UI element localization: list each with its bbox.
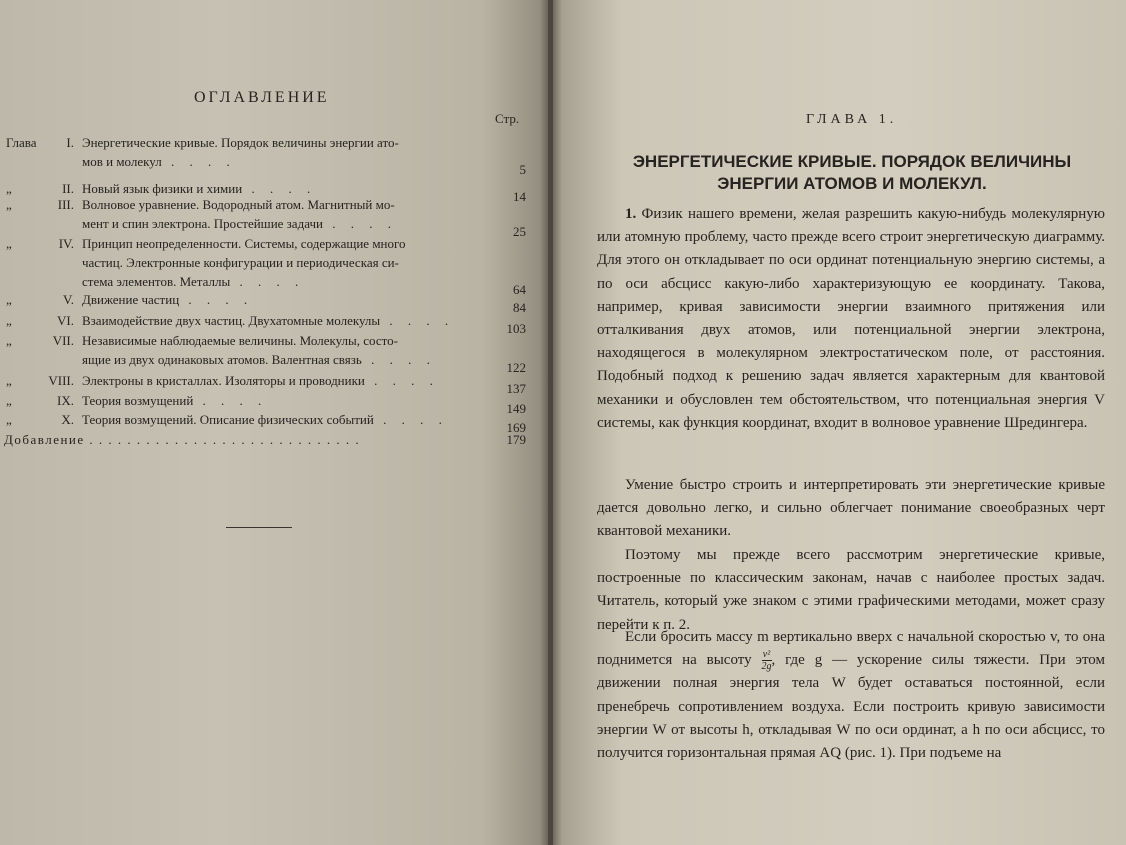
- height-fraction: [762, 649, 772, 672]
- toc-entry-line: стема элементов. Металлы: [82, 274, 231, 289]
- toc-entry-text: [82, 410, 484, 429]
- toc-addendum-label: Добавление: [4, 432, 85, 447]
- toc-entry-numeral: X.: [61, 412, 74, 427]
- paragraph-1: [597, 203, 1105, 435]
- toc-entry-line: Принцип неопределенности. Системы, содержащие много: [82, 236, 406, 251]
- toc-entry-line: Теория возмущений. Описание физических событий: [82, 412, 374, 427]
- toc-entry-text: [82, 290, 484, 309]
- toc-entry-line: Взаимодействие двух частиц. Двухатомные молекулы: [82, 313, 381, 328]
- toc-entry-page: 25: [513, 224, 526, 239]
- toc-entry-prefix: „: [6, 292, 12, 307]
- toc-entry-leader: . . . .: [242, 181, 317, 196]
- toc-entry-numeral: VIII.: [48, 373, 74, 388]
- toc-entry-prefix: „: [6, 313, 12, 328]
- toc-entry-numeral: I.: [66, 135, 74, 150]
- toc-entry-line: Энергетические кривые. Порядок величины энергии ато-: [82, 135, 399, 150]
- toc-entry-numeral: IX.: [57, 393, 74, 408]
- paragraph-2: Умение быстро строить и интерпретировать эти энергетические кривые дается довольно легко, и сильно облегчает понимание своеобразных черт квантовой механики.: [597, 477, 1105, 540]
- toc-entry-text: [82, 195, 484, 214]
- toc-entry-numeral: VII.: [52, 333, 74, 348]
- toc-entry-page: 84: [513, 300, 526, 315]
- paragraph-4: [597, 626, 1105, 765]
- chapter-heading-line-1: ЭНЕРГЕТИЧЕСКИЕ КРИВЫЕ. ПОРЯДОК ВЕЛИЧИНЫ: [632, 152, 1072, 171]
- fraction-denominator: 2g: [761, 661, 772, 673]
- toc-entry-prefix: Глава: [6, 135, 37, 150]
- toc-entry-line: Теория возмущений: [82, 393, 194, 408]
- toc-entry-line: частиц. Электронные конфигурации и периодическая си-: [82, 255, 399, 270]
- toc-entry-leader: . . . .: [193, 393, 268, 408]
- toc-entry-page: 5: [519, 162, 526, 177]
- toc-entry-page: 103: [506, 321, 526, 336]
- toc-entry-text: [82, 272, 484, 291]
- chapter-heading: [596, 151, 1108, 195]
- toc-entry-page: 122: [506, 360, 526, 375]
- toc-entry-prefix: „: [6, 333, 12, 348]
- toc-entry-line: мов и молекул: [82, 154, 162, 169]
- chapter-heading-line-2: ЭНЕРГИИ АТОМОВ И МОЛЕКУЛ.: [717, 174, 987, 193]
- paragraph-4-text-a: Если бросить массу m вертикально вверх с начальной скоростью v, то она поднимется на высоту: [597, 629, 1105, 669]
- toc-entry-page: 149: [506, 401, 526, 416]
- toc-entry-page: 14: [513, 189, 526, 204]
- fraction-numerator: v²: [762, 649, 771, 661]
- toc-addendum-leader: . . . . . . . . . . . . . . . . . . . . . . . . . . . . .: [89, 432, 361, 447]
- toc-entry-line: Волновое уравнение. Водородный атом. Магнитный мо-: [82, 197, 395, 212]
- toc-entry-numeral: VI.: [57, 313, 74, 328]
- toc-entry-leader: . . . .: [161, 154, 236, 169]
- toc-entry-text: [82, 253, 484, 272]
- paragraph-3: Поэтому мы прежде всего рассмотрим энергетические кривые, построенные по классическим законам, начав с наиболее простых задач. Читатель, который уже знаком с этими графическими методами, может сразу перейти к п. 2.: [597, 547, 1105, 633]
- toc-entry-text: [82, 311, 484, 330]
- toc-entry-text: [82, 371, 484, 390]
- toc-entry-prefix: „: [6, 373, 12, 388]
- toc-entry-leader: . . . .: [364, 373, 439, 388]
- paragraph-1-text: Физик нашего времени, желая разрешить какую-нибудь молекулярную или атомную проблему, часто прежде всего строит энергетическую диаграмму. Для этого он откладывает по оси ординат потенциальную энергию системы, а по оси абсцисс какую-либо характеризующую ее координату. Такова, например, кривая зависимости энергии взаимного притяжения или отталкивания двух атомов, или потенциальной энергии электрона, находящегося в молекулярном электростатическом поле, от расстояния. Подобный подход к решению задач является характерным для квантовой механики и обусловлен тем обстоятельством, что потенциальная энергия V системы, как функция координат, входит в волновое уравнение Шредингера.: [597, 206, 1105, 431]
- toc-page-header: Стр.: [495, 111, 520, 126]
- toc-entry-numeral: IV.: [58, 236, 74, 251]
- toc-end-rule: [226, 527, 292, 528]
- toc-entry-numeral: II.: [62, 181, 74, 196]
- toc-entry-line: Движение частиц: [82, 292, 180, 307]
- toc-entry-prefix: „: [6, 412, 12, 427]
- toc-entry-leader: . . . .: [179, 292, 254, 307]
- toc-entry-line: Независимые наблюдаемые величины. Молекулы, состо-: [82, 333, 398, 348]
- section-number: 1.: [625, 206, 637, 222]
- toc-entry-leader: . . . .: [361, 352, 436, 367]
- toc-entry-text: [82, 214, 484, 233]
- toc-entry-text: [82, 133, 484, 152]
- toc-entry-text: [82, 331, 484, 350]
- toc-entry-line: ящие из двух одинаковых атомов. Валентная связь: [82, 352, 362, 367]
- toc-entry-text: [82, 152, 484, 171]
- toc-entry-page: 137: [506, 381, 526, 396]
- toc-title: ОГЛАВЛЕНИЕ: [194, 89, 330, 106]
- toc-entry-text: [82, 350, 484, 369]
- toc-entry-prefix: „: [6, 393, 12, 408]
- toc-entry-prefix: „: [6, 197, 12, 212]
- chapter-label: ГЛАВА 1.: [806, 112, 898, 127]
- toc-entry-numeral: V.: [63, 292, 74, 307]
- toc-entry-line: Электроны в кристаллах. Изоляторы и проводники: [82, 373, 365, 388]
- toc-entry-text: [82, 234, 484, 253]
- book-gutter: [540, 0, 562, 845]
- toc-entry-prefix: „: [6, 236, 12, 251]
- paragraph-4-text-b: , где g — ускорение силы тяжести. При этом движении полная энергия тела W будет оставаться постоянной, если пренебречь сопротивлением воздуха. Если построить кривую зависимости энергии W от высоты h, откладывая W по оси ординат, а h по оси абсцисс, то получится горизонтальная прямая AQ (рис. 1). При подъеме на: [597, 652, 1106, 762]
- toc-entry-leader: . . . .: [322, 216, 397, 231]
- toc-entry-leader: . . . .: [373, 412, 448, 427]
- toc-entry-page: 64: [513, 282, 526, 297]
- toc-entry-line: мент и спин электрона. Простейшие задачи: [82, 216, 323, 231]
- toc-entry-text: [82, 391, 484, 410]
- toc-entry-prefix: „: [6, 181, 12, 196]
- toc-addendum: [4, 432, 526, 448]
- toc-entry-line: Новый язык физики и химии: [82, 181, 243, 196]
- toc-entry-leader: . . . .: [230, 274, 305, 289]
- toc-entry-numeral: III.: [57, 197, 74, 212]
- toc-addendum-page: 179: [506, 432, 526, 447]
- toc-entry-leader: . . . .: [380, 313, 455, 328]
- toc-entry-page: 169: [506, 420, 526, 435]
